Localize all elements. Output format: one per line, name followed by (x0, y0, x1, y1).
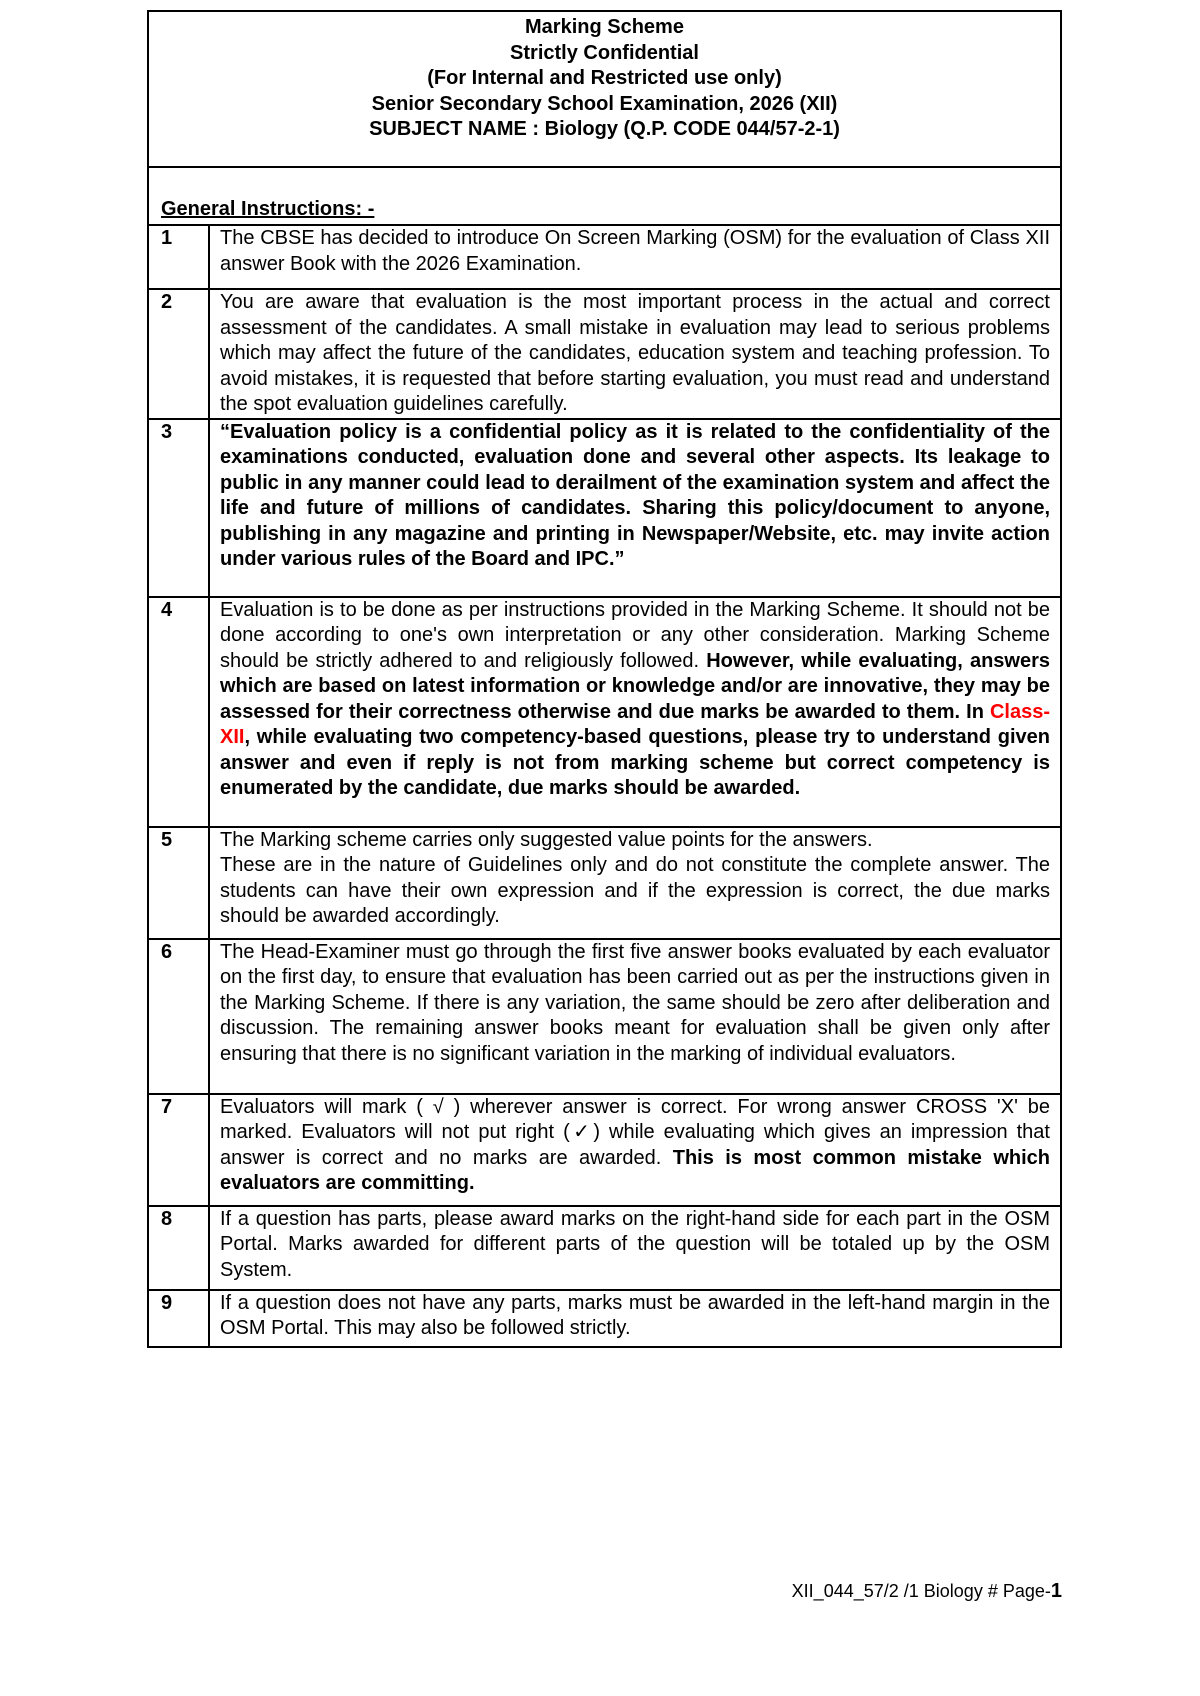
instruction-row (149, 827, 1060, 939)
general-instructions-row (149, 168, 1060, 226)
instructions-table (149, 226, 1060, 1346)
exam-name: Senior Secondary School Examination, 2026 (XII) (371, 92, 838, 115)
instruction-text-bold: This is most common mistake which evaluators are committing. (220, 1146, 1050, 1194)
general-instructions-heading: General Instructions: - (161, 198, 375, 220)
instruction-row (149, 1290, 1060, 1346)
instruction-text: If a question does not have any parts, marks must be awarded in the left-hand margin in the OSM Portal. This may also be followed strictly. (209, 1290, 1060, 1346)
instruction-number: 2 (149, 289, 209, 419)
instruction-line: The Marking scheme carries only suggested value points for the answers. (220, 828, 873, 851)
marking-scheme-table (147, 10, 1062, 1348)
instruction-number: 1 (149, 226, 209, 289)
instruction-text (209, 827, 1060, 939)
instruction-text (209, 597, 1060, 827)
instruction-row (149, 289, 1060, 419)
instruction-line: These are in the nature of Guidelines only and do not constitute the complete answer. The students can have their own expression and if the expression is correct, the due marks should be awarded accordingly. (220, 854, 1050, 927)
instruction-text-plain: Evaluation is to be done as per instructions provided in the Marking Scheme. It should not be done according to one's own interpretation or any other consideration. Marking Scheme should be strictly adhered to and religiously followed. (220, 598, 1050, 672)
instruction-number: 8 (149, 1206, 209, 1290)
instruction-text: The Head-Examiner must go through the first five answer books evaluated by each evaluator on the first day, to ensure that evaluation has been carried out as per the instructions given in the Marking Scheme. If there is any variation, the same should be zero after deliberation and discussion. The remaining answer books meant for evaluation shall be given only after ensuring that there is no significant variation in the marking of individual evaluators. (209, 939, 1060, 1094)
instruction-text: The CBSE has decided to introduce On Screen Marking (OSM) for the evaluation of Class XII answer Book with the 2026 Examination. (220, 227, 1050, 275)
title-block (149, 12, 1060, 168)
instruction-row (149, 226, 1060, 289)
page-number: 1 (1050, 1580, 1062, 1602)
instruction-row (149, 597, 1060, 827)
instruction-number: 4 (149, 597, 209, 827)
instruction-row (149, 1094, 1060, 1206)
instruction-row (149, 1206, 1060, 1290)
class-xii-highlight: Class-XII (220, 700, 1050, 748)
instruction-number: 6 (149, 939, 209, 1094)
footer-text: XII_044_57/2 /1 Biology # Page- (791, 1581, 1051, 1601)
instruction-number: 7 (149, 1094, 209, 1206)
instruction-number: 5 (149, 827, 209, 939)
instruction-number: 3 (149, 419, 209, 597)
instruction-text-bold: However, while evaluating, answers which are based on latest information or knowledge and/or are innovative, they may be assessed for their correctness otherwise and due marks be awarded to them. In (220, 649, 1050, 723)
instruction-row (149, 939, 1060, 1094)
instruction-text: If a question has parts, please award marks on the right-hand side for each part in the OSM Portal. Marks awarded for different parts of the question will be totaled up by the OSM System. (209, 1206, 1060, 1290)
instruction-row (149, 419, 1060, 597)
instruction-text: “Evaluation policy is a confidential policy as it is related to the confidentiality of the examinations conducted, evaluation done and several other aspects. Its leakage to public in any manner could lead to derailment of the examination system and affect the life and future of millions of candidates. Sharing this policy/document to anyone, publishing in any magazine and printing in Newspaper/Website, etc. may invite action under various rules of the Board and IPC.” (209, 419, 1060, 597)
usage-note: (For Internal and Restricted use only) (427, 67, 782, 89)
instruction-text (209, 1094, 1060, 1206)
doc-title: Marking Scheme (525, 16, 684, 38)
confidential-label: Strictly Confidential (510, 41, 699, 64)
instruction-text: You are aware that evaluation is the most important process in the actual and correct assessment of the candidates. A small mistake in evaluation may lead to serious problems which may affect the future of the candidates, education system and teaching profession. To avoid mistakes, it is requested that before starting evaluation, you must read and understand the spot evaluation guidelines carefully. (209, 289, 1060, 419)
subject-name: SUBJECT NAME : Biology (Q.P. CODE 044/57-2-1) (369, 118, 840, 140)
instruction-number: 9 (149, 1290, 209, 1346)
instruction-text-plain: Evaluators will mark ( √ ) wherever answer is correct. For wrong answer CROSS 'X' be marked. Evaluators will not put right (✓) while evaluating which gives an impression that answer is correct and no marks are awarded. (220, 1095, 1050, 1169)
instruction-text-bold: , while evaluating two competency-based questions, please try to understand given answer and even if reply is not from marking scheme but correct competency is enumerated by the candidate, due marks should be awarded. (220, 726, 1050, 799)
page-footer (792, 1580, 1062, 1603)
